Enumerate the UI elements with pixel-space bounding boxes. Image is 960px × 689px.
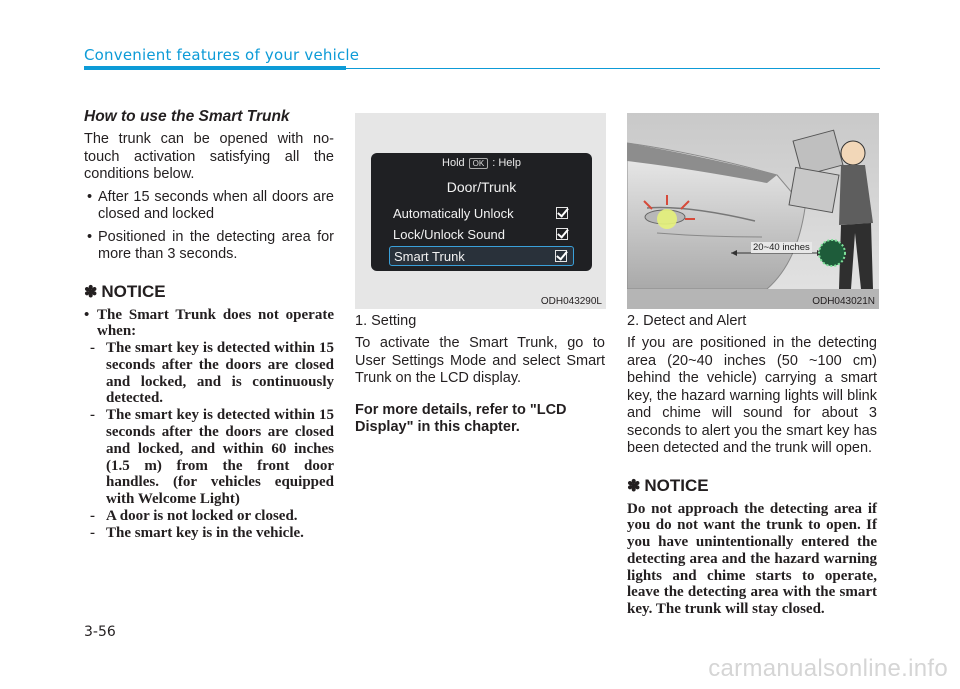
figure-code: ODH043021N bbox=[812, 296, 875, 307]
lcd-help-label: : Help bbox=[492, 157, 521, 169]
section-heading: How to use the Smart Trunk bbox=[84, 108, 290, 125]
ok-button-icon: OK bbox=[469, 158, 489, 169]
detect-illustration bbox=[627, 113, 879, 309]
page-number: 3-56 bbox=[84, 624, 116, 640]
notice-sub-text: A door is not locked or closed. bbox=[106, 508, 298, 525]
step-heading: 1. Setting bbox=[355, 313, 417, 329]
figure-code: ODH043290L bbox=[540, 296, 602, 307]
column-middle bbox=[355, 313, 605, 437]
intro-paragraph: The trunk can be opened with no-touch activation satisfying all the conditions below. bbox=[84, 131, 334, 182]
lcd-menu-title: Door/Trunk bbox=[446, 179, 517, 195]
lcd-menu-item-label: Lock/Unlock Sound bbox=[393, 227, 506, 242]
notice-sub-text: The smart key is detected within 15 seconds after the doors are closed and locked, and is continuously detected. bbox=[106, 340, 334, 407]
list-item-text: Positioned in the detecting area for more than 3 seconds. bbox=[98, 228, 334, 262]
checkbox-checked-icon bbox=[556, 228, 568, 240]
list-item: • Positioned in the detecting area for more than 3 seconds. bbox=[87, 228, 334, 262]
distance-label: 20~40 inches bbox=[753, 242, 810, 253]
column-right bbox=[627, 313, 877, 618]
notice-star-icon: ✽ bbox=[84, 283, 98, 301]
column-left bbox=[84, 108, 334, 542]
section-header: Convenient features of your vehicle bbox=[84, 46, 360, 64]
notice-sub-item: - The smart key is in the vehicle. bbox=[90, 524, 304, 541]
notice-heading bbox=[84, 282, 334, 302]
vehicle-rear-illustration bbox=[627, 113, 879, 309]
lcd-menu-item bbox=[389, 225, 574, 245]
list-item: • After 15 seconds when all doors are closed and locked bbox=[87, 188, 334, 222]
checkbox-checked-icon bbox=[555, 250, 567, 262]
step-paragraph: If you are positioned in the detecting area (20~40 inches (50 ~100 cm) behind the vehicle) carrying a smart key, the hazard warning lights will blink and chime will sound for about 3 seconds to alert you the smart key has been detected and the trunk will open. bbox=[627, 335, 877, 456]
notice-heading bbox=[627, 476, 877, 496]
notice-star-icon: ✽ bbox=[627, 477, 641, 495]
step-paragraph: To activate the Smart Trunk, go to User Settings Mode and select Smart Trunk on the LCD display. bbox=[355, 335, 605, 386]
notice-title-text: NOTICE bbox=[101, 281, 166, 301]
list-item-text: After 15 seconds when all doors are closed and locked bbox=[98, 188, 334, 222]
notice-sub-item: - The smart key is detected within 15 seconds after the doors are closed and locked, and is continuously detected. bbox=[90, 340, 334, 407]
notice-main-item: • The Smart Trunk does not operate when: bbox=[84, 306, 334, 340]
notice-body: Do not approach the detecting area if you do not want the trunk to open. If you have unintentionally entered the detecting area and the hazard warning lights and chime starts to operate, leave the detecting area with the smart key. The trunk will stay closed. bbox=[627, 500, 877, 618]
notice-title-text: NOTICE bbox=[644, 475, 709, 495]
reference-note: For more details, refer to "LCD Display" in this chapter. bbox=[355, 401, 567, 435]
lcd-hold-label: Hold bbox=[442, 157, 465, 169]
header-rule-thick bbox=[84, 66, 346, 70]
notice-sub-item: - The smart key is detected within 15 seconds after the doors are closed and locked, and within 60 inches (1.5 m) from the front door handles. (for vehicles equipped with Welcome Light) bbox=[90, 407, 334, 508]
notice-body bbox=[84, 307, 334, 542]
conditions-list bbox=[84, 189, 334, 264]
step-heading: 2. Detect and Alert bbox=[627, 313, 747, 329]
notice-main-text: The Smart Trunk does not operate when: bbox=[97, 306, 334, 340]
lcd-menu-item-selected bbox=[389, 246, 574, 266]
watermark: carmanualsonline.info bbox=[708, 655, 948, 682]
notice-sub-item: - A door is not locked or closed. bbox=[90, 508, 298, 525]
lcd-menu-item-label: Automatically Unlock bbox=[393, 206, 514, 221]
lcd-hint bbox=[371, 157, 592, 169]
checkbox-checked-icon bbox=[556, 207, 568, 219]
header-rule-thin bbox=[346, 68, 880, 69]
lcd-menu-item-label: Smart Trunk bbox=[394, 249, 465, 264]
notice-sub-text: The smart key is in the vehicle. bbox=[106, 524, 304, 541]
lcd-menu-item bbox=[389, 204, 574, 224]
notice-sub-text: The smart key is detected within 15 seconds after the doors are closed and locked, and within 60 inches (1.5 m) from the front door handles. (for vehicles equipped with Welcome Light) bbox=[106, 407, 334, 508]
lcd-display bbox=[371, 153, 592, 271]
lcd-figure bbox=[355, 113, 606, 309]
